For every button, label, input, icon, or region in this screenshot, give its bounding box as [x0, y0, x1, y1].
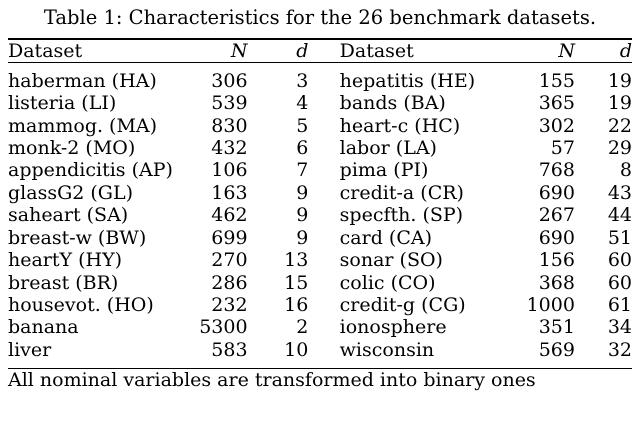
- table-row: [8, 137, 632, 159]
- row-n-right: 351: [538, 316, 575, 339]
- row-d-right: 61: [607, 293, 632, 316]
- row-n-right: 368: [538, 271, 575, 294]
- row-d-left: 2: [296, 316, 309, 339]
- row-d-left: 16: [284, 293, 309, 316]
- row-dataset-right: card (CA): [339, 226, 432, 249]
- row-n-left: 432: [211, 137, 248, 160]
- header-d-left: d: [296, 39, 309, 62]
- row-dataset-right: wisconsin: [339, 338, 435, 361]
- header-rule-spacer: [8, 63, 632, 70]
- row-d-right: 60: [607, 249, 632, 272]
- row-n-right: 365: [538, 92, 575, 115]
- table-caption: Table 1: Characteristics for the 26 benchmark datasets.: [43, 6, 597, 29]
- row-n-left: 830: [211, 114, 248, 137]
- row-dataset-right: credit-a (CR): [339, 181, 464, 204]
- row-dataset-left: appendicitis (AP): [8, 159, 173, 182]
- row-dataset-left: heartY (HY): [8, 249, 123, 272]
- row-n-left: 232: [211, 293, 248, 316]
- datasets-table: [8, 38, 632, 391]
- row-dataset-left: monk-2 (MO): [8, 137, 136, 160]
- header-n-left: N: [230, 39, 248, 62]
- row-d-left: 10: [284, 338, 309, 361]
- header-dataset-left: Dataset: [8, 39, 83, 62]
- row-d-right: 60: [607, 271, 632, 294]
- row-d-left: 9: [296, 181, 309, 204]
- row-n-right: 57: [550, 137, 575, 160]
- row-d-right: 29: [607, 137, 632, 160]
- row-d-left: 15: [284, 271, 309, 294]
- row-d-left: 6: [296, 137, 309, 160]
- row-dataset-right: specfth. (SP): [339, 204, 464, 227]
- table-row: [8, 159, 632, 181]
- table-row: [8, 182, 632, 204]
- header-dataset-right: Dataset: [339, 39, 414, 62]
- row-n-left: 270: [211, 249, 248, 272]
- row-n-left: 5300: [199, 316, 248, 339]
- row-n-right: 690: [538, 181, 575, 204]
- table-row: [8, 249, 632, 271]
- row-d-left: 9: [296, 204, 309, 227]
- row-n-right: 569: [538, 338, 575, 361]
- row-d-left: 13: [284, 249, 309, 272]
- table-row: [8, 70, 632, 92]
- row-n-left: 539: [211, 92, 248, 115]
- bottom-rule-spacer: [8, 361, 632, 368]
- row-n-left: 286: [211, 271, 248, 294]
- row-dataset-left: breast-w (BW): [8, 226, 147, 249]
- row-dataset-right: bands (BA): [339, 92, 446, 115]
- row-dataset-left: listeria (LI): [8, 92, 117, 115]
- row-d-right: 44: [607, 204, 632, 227]
- row-dataset-left: breast (BR): [8, 271, 119, 294]
- row-dataset-right: heart-c (HC): [339, 114, 461, 137]
- header-n-right: N: [558, 39, 575, 62]
- row-n-left: 462: [211, 204, 248, 227]
- row-dataset-left: glassG2 (GL): [8, 181, 133, 204]
- table-body: [8, 38, 632, 391]
- row-dataset-left: liver: [8, 338, 52, 361]
- table-footnote-row: [8, 369, 632, 391]
- table-row: [8, 316, 632, 338]
- row-n-right: 267: [538, 204, 575, 227]
- row-n-left: 306: [211, 69, 248, 92]
- row-d-right: 8: [619, 159, 632, 182]
- header-column-gap: [326, 40, 339, 62]
- row-dataset-left: haberman (HA): [8, 69, 157, 92]
- row-d-right: 34: [607, 316, 632, 339]
- row-dataset-right: pima (PI): [339, 159, 429, 182]
- table-footnote: All nominal variables are transformed into binary ones: [8, 369, 536, 392]
- row-dataset-left: banana: [8, 316, 79, 339]
- table-header-row: [8, 40, 632, 62]
- table-row: [8, 294, 632, 316]
- row-dataset-right: labor (LA): [339, 137, 437, 160]
- table-row: [8, 204, 632, 226]
- table-row: [8, 272, 632, 294]
- row-n-left: 699: [211, 226, 248, 249]
- row-d-left: 3: [296, 69, 309, 92]
- row-n-left: 583: [211, 338, 248, 361]
- row-d-right: 19: [607, 69, 632, 92]
- row-dataset-left: saheart (SA): [8, 204, 129, 227]
- row-d-left: 9: [296, 226, 309, 249]
- row-n-right: 156: [538, 249, 575, 272]
- table-row: [8, 339, 632, 361]
- row-dataset-right: hepatitis (HE): [339, 69, 476, 92]
- header-d-right: d: [619, 39, 632, 62]
- row-d-left: 4: [296, 92, 309, 115]
- row-dataset-left: housevot. (HO): [8, 293, 154, 316]
- row-dataset-right: credit-g (CG): [339, 293, 466, 316]
- table-row: [8, 227, 632, 249]
- row-d-right: 51: [607, 226, 632, 249]
- table-row: [8, 92, 632, 114]
- row-d-right: 19: [607, 92, 632, 115]
- row-n-right: 1000: [526, 293, 575, 316]
- row-dataset-right: sonar (SO): [339, 249, 443, 272]
- row-d-left: 7: [296, 159, 309, 182]
- row-d-left: 5: [296, 114, 309, 137]
- row-n-right: 155: [538, 69, 575, 92]
- row-dataset-right: ionosphere: [339, 316, 447, 339]
- row-d-right: 22: [607, 114, 632, 137]
- row-d-right: 32: [607, 338, 632, 361]
- row-d-right: 43: [607, 181, 632, 204]
- row-n-left: 106: [211, 159, 248, 182]
- row-n-right: 768: [538, 159, 575, 182]
- row-n-left: 163: [211, 181, 248, 204]
- row-dataset-right: colic (CO): [339, 271, 436, 294]
- row-n-right: 690: [538, 226, 575, 249]
- table-row: [8, 115, 632, 137]
- row-n-right: 302: [538, 114, 575, 137]
- row-dataset-left: mammog. (MA): [8, 114, 158, 137]
